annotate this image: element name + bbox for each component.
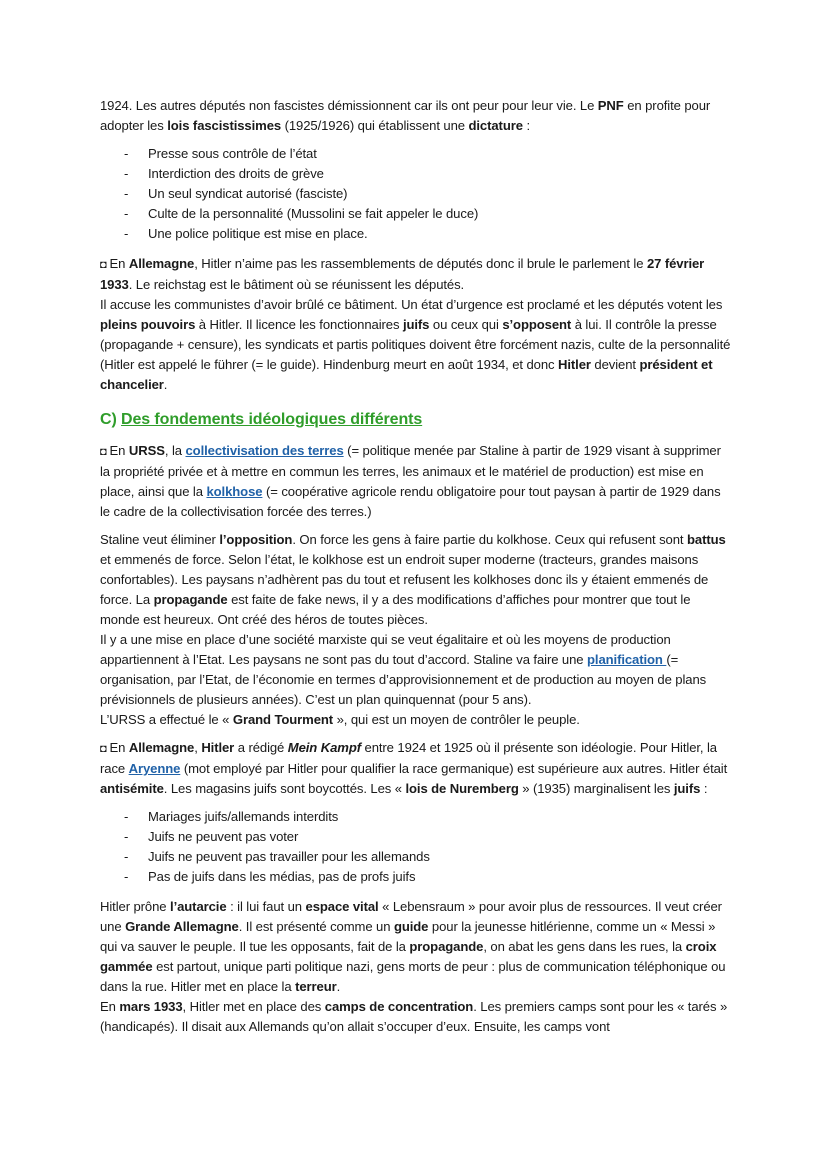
square-bullet-icon: ◘ [100, 446, 107, 458]
list-item: - Un seul syndicat autorisé (fasciste) [100, 184, 732, 204]
link-kolkhose[interactable]: kolkhose [206, 484, 263, 499]
list-item: - Mariages juifs/allemands interdits [100, 807, 732, 827]
square-bullet-icon: ◘ [100, 743, 107, 755]
link-collectivisation[interactable]: collectivisation des terres [185, 443, 344, 458]
paragraph-germany-reichstag: ◘ En Allemagne, Hitler n’aime pas les rassemblements de députés donc il brule le parlement le 27 février 1933. Le reichstag est le bâtiment où se réunissent les députés. [100, 256, 705, 292]
paragraph-italy-fascist-laws: 1924. Les autres députés non fascistes démissionnent car ils ont peur pour leur vie. Le PNF en profite pour adopter les lois fascistissimes (1925/1926) qui établissent une dictature : [100, 98, 711, 133]
list-item: - Pas de juifs dans les médias, pas de profs juifs [100, 867, 732, 887]
section-heading: C) Des fondements idéologiques différents [100, 411, 423, 428]
list-item: - Interdiction des droits de grève [100, 164, 732, 184]
paragraph-germany-full-powers: Il accuse les communistes d’avoir brûlé ce bâtiment. Un état d’urgence est proclamé et les députés votent les pleins pouvoirs à Hitler. Il licence les fonctionnaires juifs ou ceux qui s’opposent à lui. Il contrôle la presse (propagande + censure), les syndicats et partis politiques doivent être forcément nazis, culte de la personnalité (Hitler est appelé le führer (= le guide). Hindenburg meurt en août 1934, et donc Hitler devient président et chancelier. [100, 297, 731, 392]
list-item: - Culte de la personnalité (Mussolini se fait appeler le duce) [100, 204, 732, 224]
paragraph-hitler-ideology: ◘ En Allemagne, Hitler a rédigé Mein Kampf entre 1924 et 1925 où il présente son idéologie. Pour Hitler, la race Aryenne (mot employé par Hitler pour qualifier la race germanique) est supérieure aux autres. Hitler était antisémite. Les magasins juifs sont boycottés. Les « lois de Nuremberg » (1935) marginalisent les juifs : [100, 740, 728, 796]
paragraph-autarcie: Hitler prône l’autarcie : il lui faut un espace vital « Lebensraum » pour avoir plus de ressources. Il veut créer une Grande Allemagne. Il est présenté comme un guide pour la jeunesse hitlérienne, comme un « Messi » qui va sauver le peuple. Il tue les opposants, fait de la propagande, on abat les gens dans les rues, la croix gammée est partout, unique parti politique nazi, gens morts de peur : plus de communication téléphonique ou dans la rue. Hitler met en place la terreur. [100, 899, 726, 994]
list-item: - Une police politique est mise en place. [100, 224, 732, 244]
dictatorship-measures-list [100, 144, 732, 244]
list-item: - Juifs ne peuvent pas voter [100, 827, 732, 847]
paragraph-urss-collectivisation: ◘ En URSS, la collectivisation des terres (= politique menée par Staline à partir de 1929 visant à supprimer la propriété privée et à mettre en commun les terres, les animaux et le matériel de production) est mise en place, ainsi que la kolkhose (= coopérative agricole rendu obligatoire pour tout paysan à partir de 1929 dans le cadre de la collectivisation forcée des terres.) [100, 443, 721, 519]
paragraph-grand-tourment: L’URSS a effectué le « Grand Tourment », qui est un moyen de contrôler le peuple. [100, 712, 580, 727]
paragraph-marxist-society: Il y a une mise en place d’une société marxiste qui se veut égalitaire et où les moyens de production appartiennent à l’Etat. Les paysans ne sont pas du tout d’accord. Staline va faire une planification (= organisation, par l’Etat, de l’économie en termes d’approvisionnement et de production au moyen de plans prévisionnels de plusieurs années). C’est un plan quinquennat (pour 5 ans). [100, 632, 707, 707]
paragraph-camps: En mars 1933, Hitler met en place des camps de concentration. Les premiers camps sont pour les « tarés » (handicapés). Il disait aux Allemands qu’on allait s’occuper d’eux. Ensuite, les camps vont [100, 999, 728, 1034]
paragraph-staline-opposition: Staline veut éliminer l’opposition. On force les gens à faire partie du kolkhose. Ceux qui refusent sont battus et emmenés de force. Selon l’état, le kolkhose est un endroit super moderne (tracteurs, grandes maisons confortables). Les paysans n’adhèrent pas du tout et refusent les kolkhoses donc ils y étaient emmenés de force. La propagande est faite de fake news, il y a des modifications d’affiches pour montrer que tout le monde est heureux. Ont créé des héros de toutes pièces. [100, 532, 726, 627]
document-page [100, 96, 732, 1037]
link-planification[interactable]: planification [587, 652, 667, 667]
link-aryenne[interactable]: Aryenne [128, 761, 181, 776]
list-item: - Juifs ne peuvent pas travailler pour les allemands [100, 847, 732, 867]
square-bullet-icon: ◘ [100, 259, 107, 271]
nuremberg-laws-list [100, 807, 732, 887]
list-item: - Presse sous contrôle de l’état [100, 144, 732, 164]
